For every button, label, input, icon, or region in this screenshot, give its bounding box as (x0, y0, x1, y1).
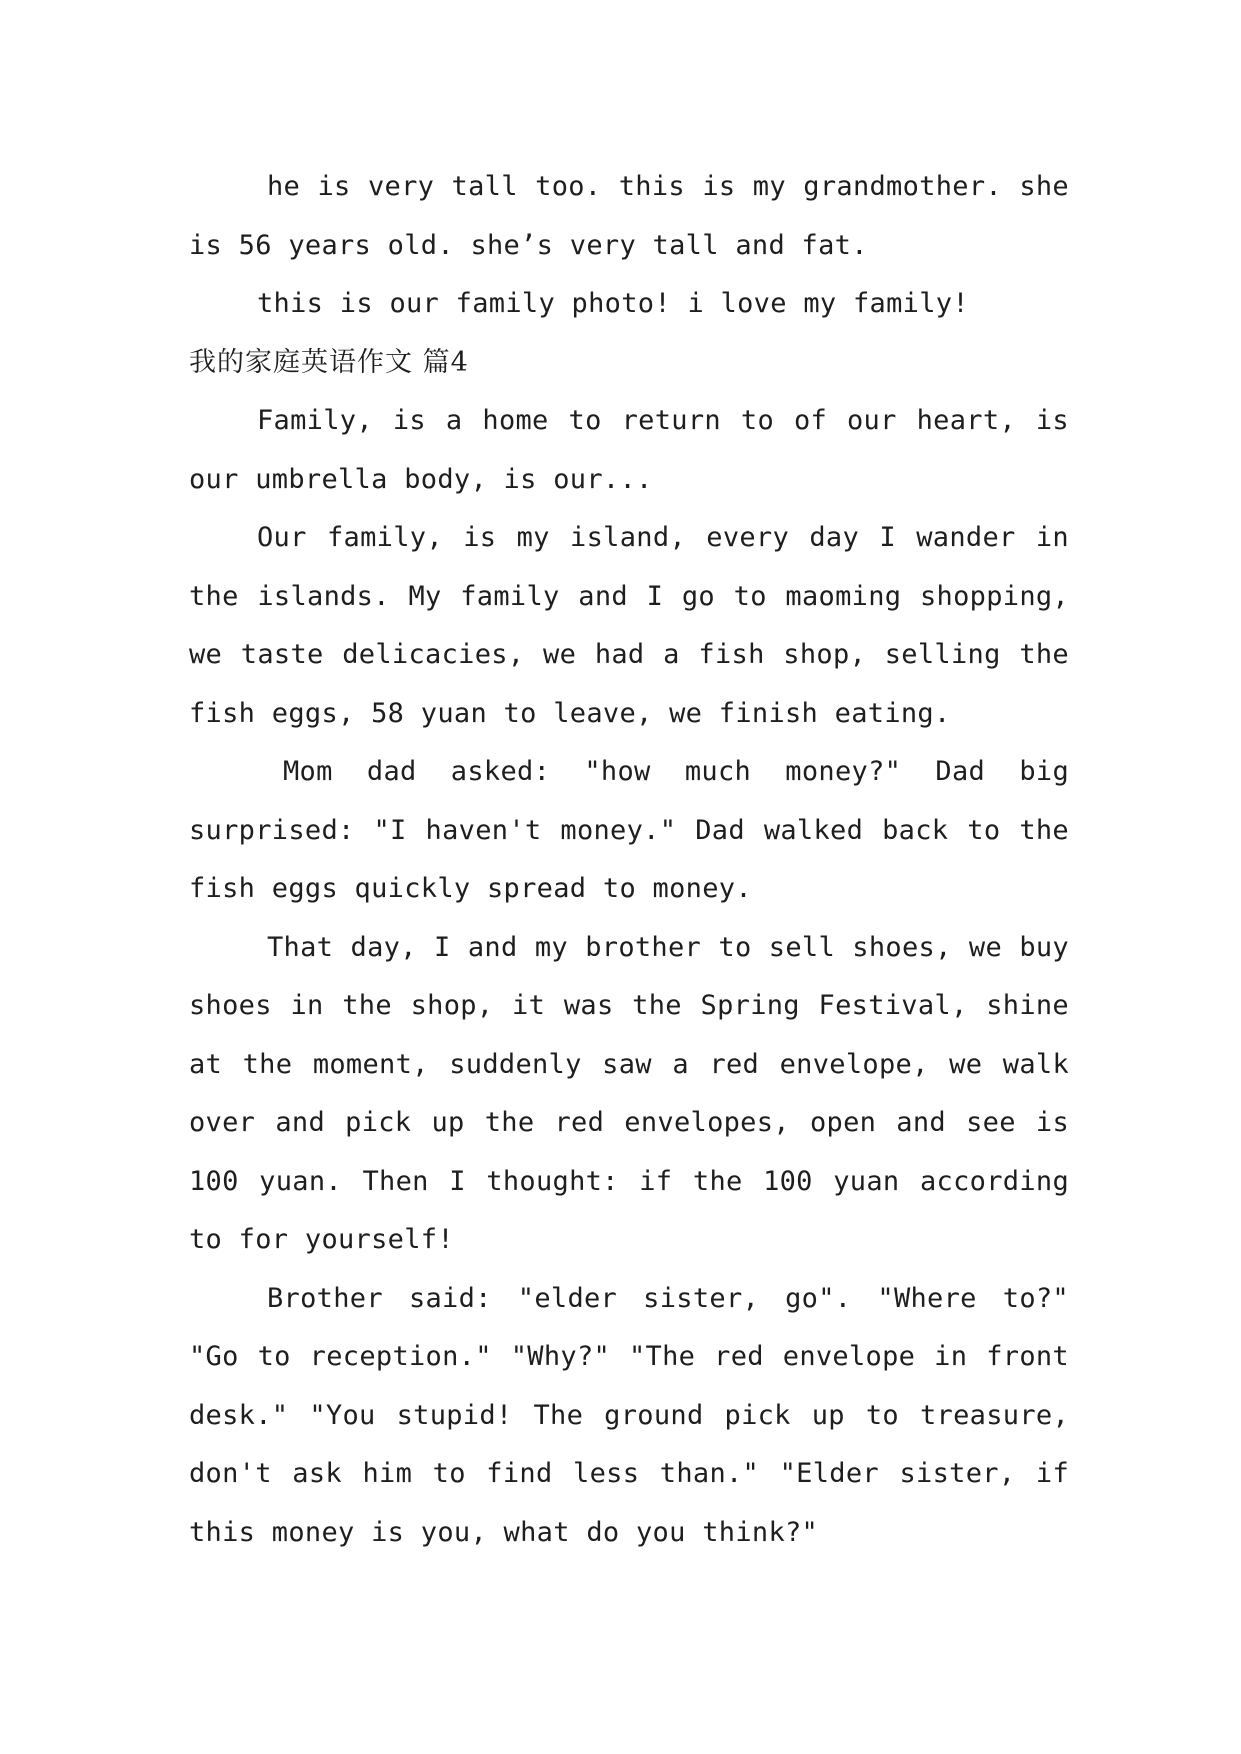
paragraph-money: Mom dad asked: "how much money?" Dad big surprised: "I haven't money." Dad walked back to the fish eggs quickly spread to money. (189, 756, 1069, 904)
section-heading: 我的家庭英语作文 篇4 (189, 346, 469, 378)
paragraph-grandmother: he is very tall too. this is my grandmother. she is 56 years old. she’s very tall and fat. (189, 171, 1069, 261)
paragraph-red-envelope: That day, I and my brother to sell shoes, we buy shoes in the shop, it was the Spring Festival, shine at the moment, suddenly saw a red envelope, we walk over and pick up the red envelopes, open and see is 100 yuan. Then I thought: if the 100 yuan according to for yourself! (189, 931, 1069, 1255)
paragraph-family-photo: this is our family photo! i love my family! (257, 288, 969, 319)
paragraph-brother-said: Brother said: "elder sister, go". "Where to?" "Go to reception." "Why?" "The red envelope in front desk." "You stupid! The ground pick up to treasure, don't ask him to find less than." "Elder sister, if this money is you, what do you think?" (189, 1282, 1069, 1548)
paragraph-island: Our family, is my island, every day I wander in the islands. My family and I go to maoming shopping, we taste delicacies, we had a fish shop, selling the fish eggs, 58 yuan to leave, we finish eating. (189, 522, 1069, 729)
document-body (189, 158, 1069, 1562)
paragraph-family-home: Family, is a home to return to of our heart, is our umbrella body, is our... (189, 405, 1069, 495)
